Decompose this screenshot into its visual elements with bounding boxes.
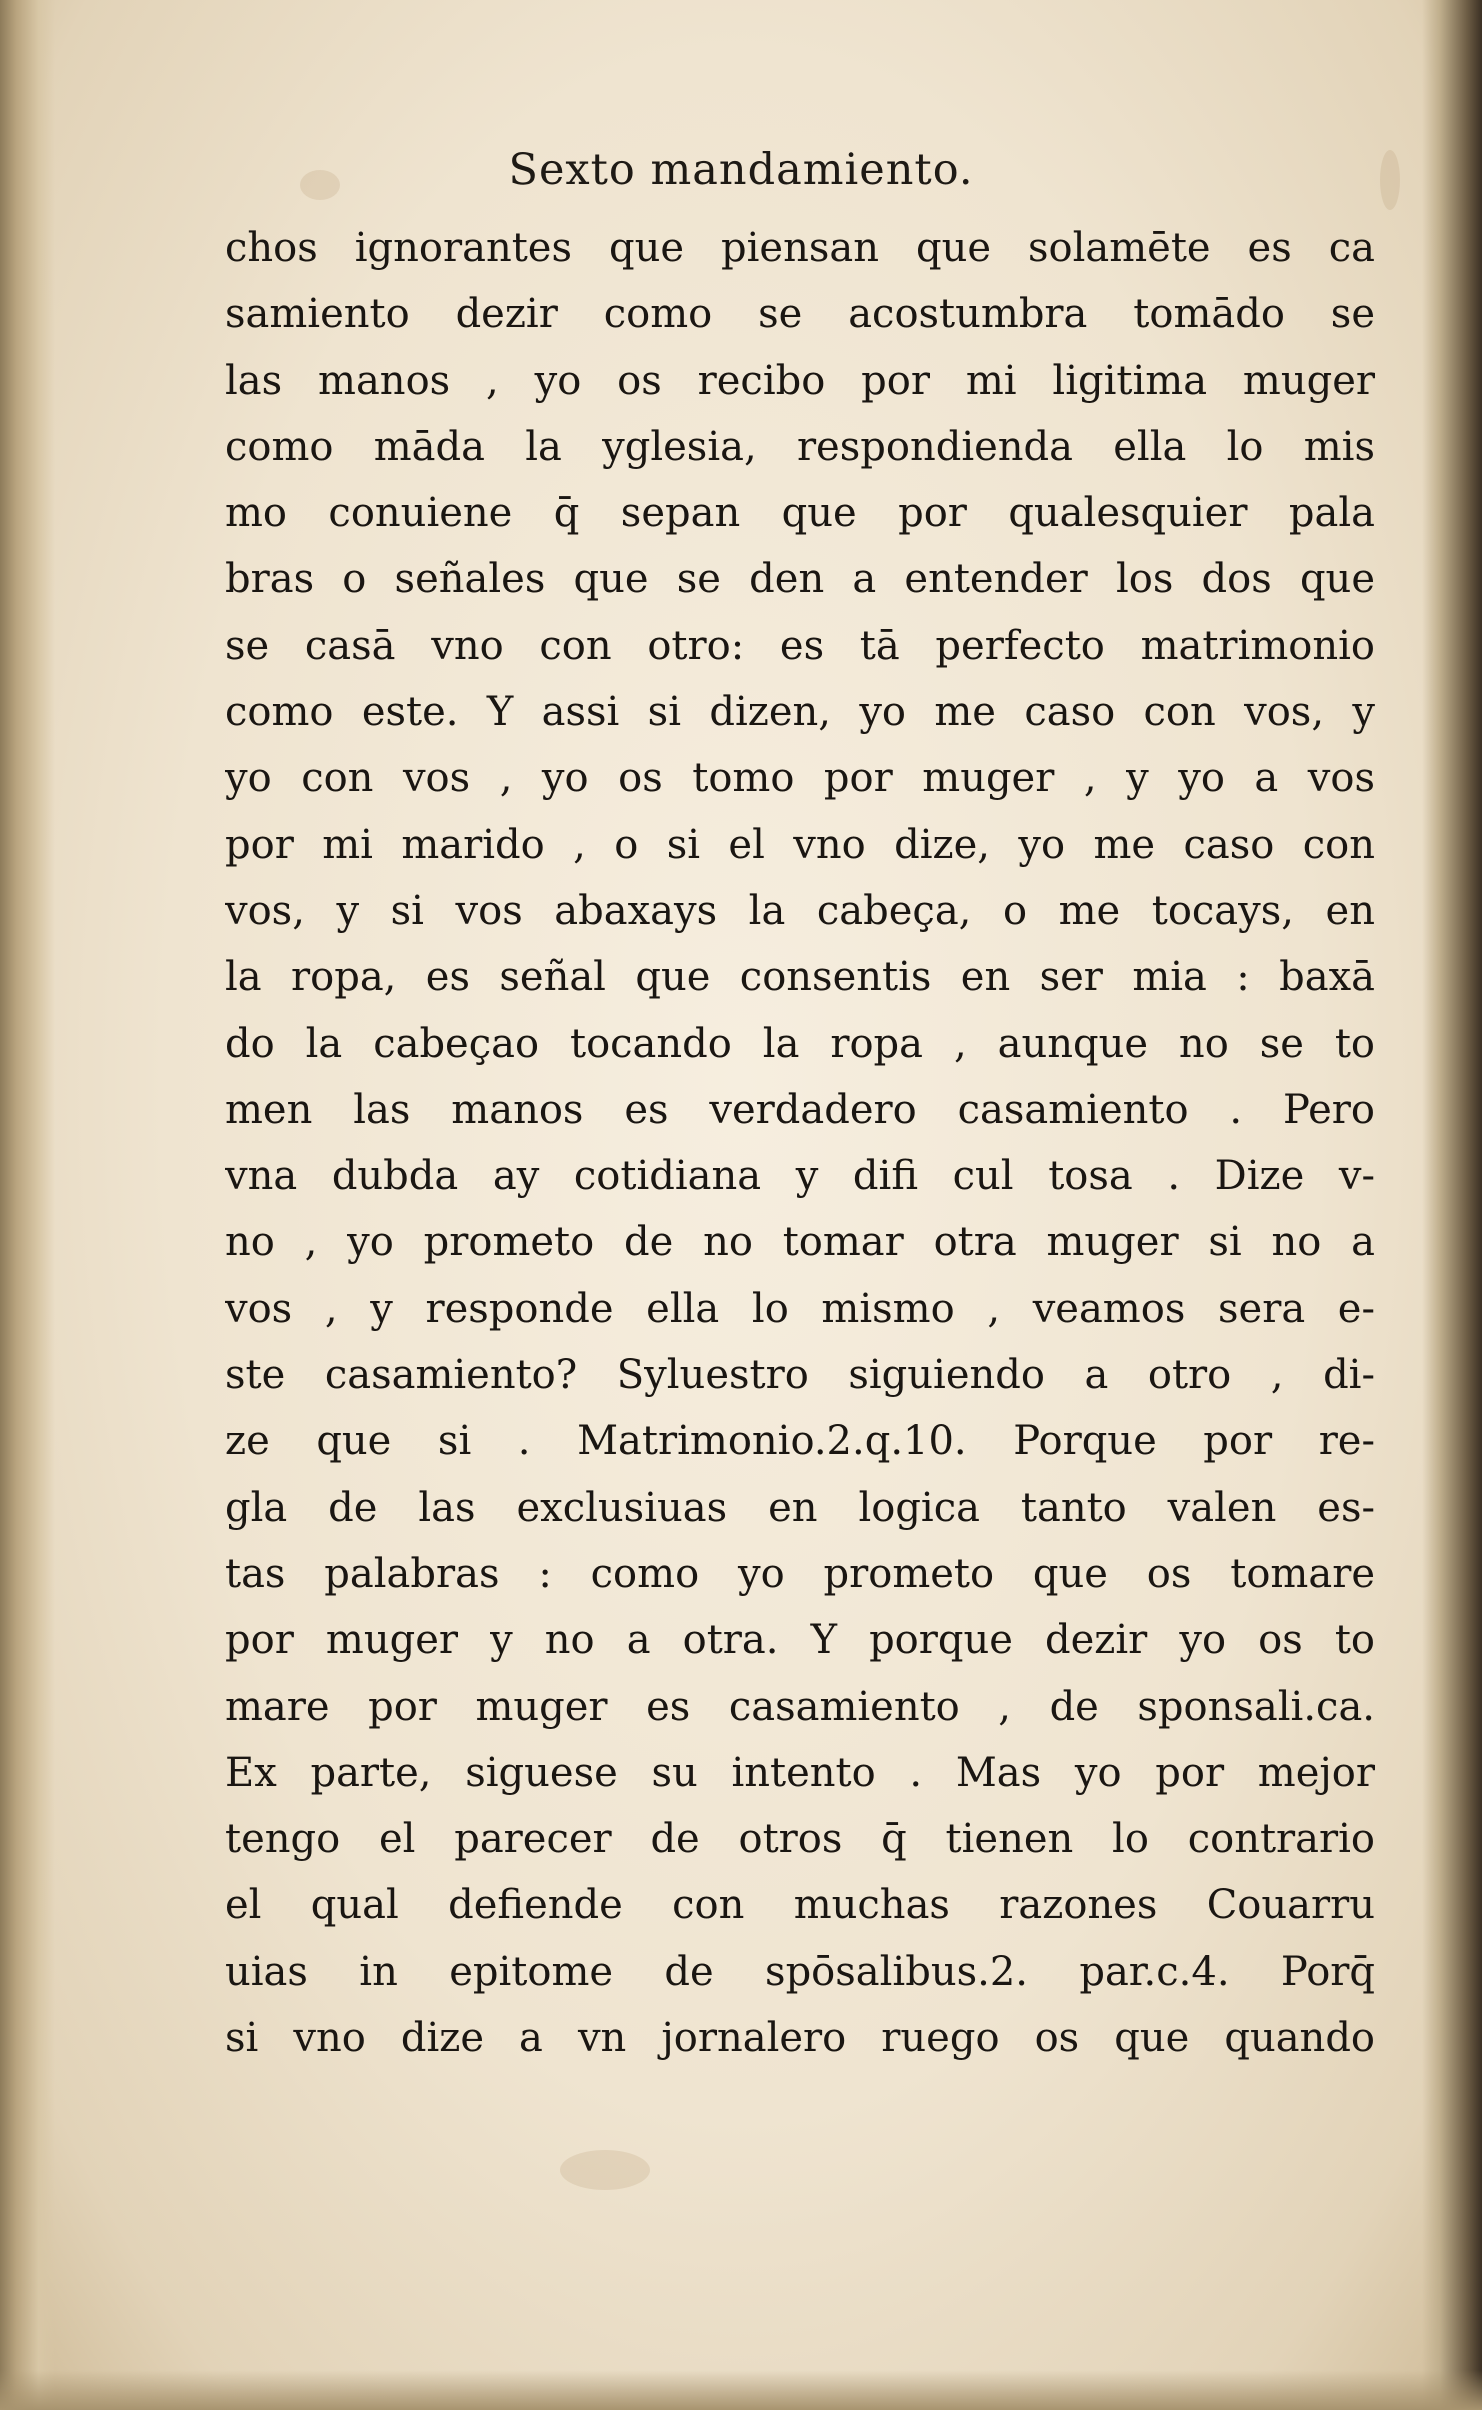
text-line: ze que si . Matrimonio.2.q.10. Porque por re- [225, 1418, 1375, 1465]
text-line: mare por muger es casamiento , de sponsali.ca. [225, 1683, 1375, 1730]
text-line: se casā vno con otro: es tā perfecto matrimonio [225, 622, 1375, 669]
body-text [225, 215, 1375, 2071]
text-line: samiento dezir como se acostumbra tomādo se [225, 291, 1375, 338]
text-line: tengo el parecer de otros q̄ tienen lo contrario [225, 1816, 1375, 1863]
text-line: como este. Y assi si dizen, yo me caso con vos, y [225, 689, 1375, 736]
page-bottom-shadow [0, 2370, 1482, 2410]
text-line: por muger y no a otra. Y porque dezir yo os to [225, 1617, 1375, 1664]
text-line: gla de las exclusiuas en logica tanto valen es- [225, 1484, 1375, 1531]
text-line: yo con vos , yo os tomo por muger , y yo a vos [225, 755, 1375, 802]
text-line: bras o señales que se den a entender los dos que [225, 556, 1375, 603]
text-line: do la cabeçao tocando la ropa , aunque no se to [225, 1020, 1375, 1067]
text-line: vos , y responde ella lo mismo , veamos sera e- [225, 1285, 1375, 1332]
text-line: mo conuiene q̄ sepan que por qualesquier pala [225, 490, 1375, 537]
text-line: chos ignorantes que piensan que solamēte es ca [225, 225, 1375, 271]
text-line: tas palabras : como yo prometo que os tomare [225, 1550, 1375, 1597]
text-line: vos, y si vos abaxays la cabeça, o me tocays, en [225, 887, 1375, 934]
text-line: por mi marido , o si el vno dize, yo me caso con [225, 821, 1375, 868]
text-line: men las manos es verdadero casamiento . Pero [225, 1086, 1375, 1133]
text-line: el qual defiende con muchas razones Couarru [225, 1882, 1375, 1929]
text-line: vna dubda ay cotidiana y difi cul tosa . Dize v- [225, 1153, 1375, 1200]
text-line: no , yo prometo de no tomar otra muger si no a [225, 1219, 1375, 1266]
text-line: ste casamiento? Syluestro siguiendo a otro , di- [225, 1352, 1375, 1399]
text-line: la ropa, es señal que consentis en ser mia : baxā [225, 954, 1375, 1001]
running-head: Sexto mandamiento. [508, 145, 974, 195]
page-gutter-shadow [0, 0, 55, 2410]
paper-stain [560, 2150, 650, 2190]
text-line: Ex parte, siguese su intento . Mas yo por mejor [225, 1749, 1375, 1796]
text-line: uias in epitome de spōsalibus.2. par.c.4. Porq̄ [225, 1948, 1375, 1995]
text-line: las manos , yo os recibo por mi ligitima muger [225, 357, 1375, 404]
text-line: como māda la yglesia, respondienda ella lo mis [225, 423, 1375, 470]
page-edge-shadow [1422, 0, 1482, 2410]
text-line: si vno dize a vn jornalero ruego os que quando [225, 2015, 1375, 2062]
